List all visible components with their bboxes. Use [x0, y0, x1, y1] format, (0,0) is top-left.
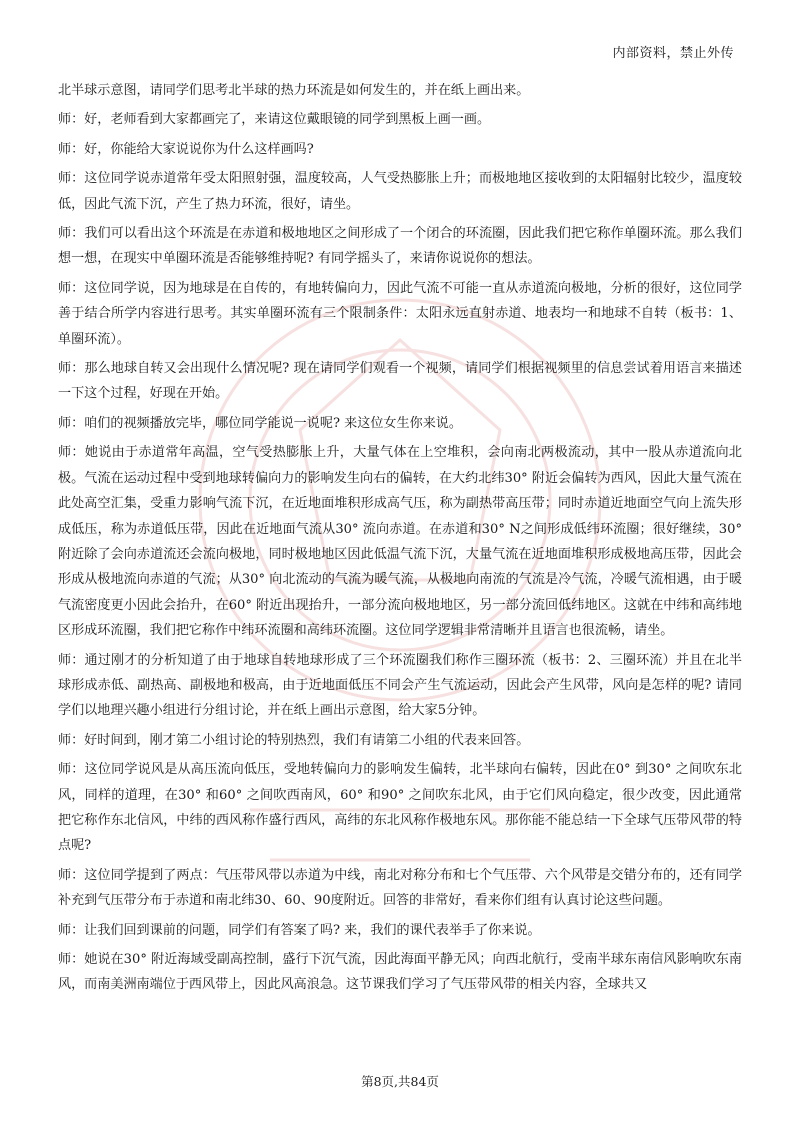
paragraph: 师：她说在30° 附近海域受副高控制，盛行下沉气流，因此海面平静无风；向西北航行，受南半球东南信风影响吹东南风，而南美洲南端位于西风带上，因此风高浪急。这节课我们学习了气压带风带的相关内容，全球共又 [58, 952, 742, 993]
paragraph: 师：她说由于赤道常年高温，空气受热膨胀上升，大量气体在上空堆积，会向南北两极流动，其中一股从赤道流向北极。气流在运动过程中受到地球转偏向力的影响发生向右的偏转，在大约北纬30° 附近会偏转为西风，因此大量气流在此处高空汇集，受重力影响气流下沉，在近地面堆积形成高气压，称为副热带高压带；同时赤道近地面空气向上流失形成低压，称为赤道低压带，因此在近地面气流从30° 流向赤道。在赤道和30° N之间形成低纬环流圈；很好继续，30° 附近除了会向赤道流还会流向极地，同时极地地区因此低温气流下沉，大量气流在近地面堆积形成极地高压带，因此会形成从极地流向赤道的气流；从30° 向北流动的气流为暖气流，从极地向南流的气流是冷气流，冷暖气流相遇，由于暖气流密度更小因此会抬升，在60° 附近出现抬升，一部分流向极地地区，另一部分流回低纬地区。这就在中纬和高纬地区形成环流圈，我们把它称作中纬环流圈和高纬环流圈。这位同学逻辑非常清晰并且语言也很流畅，请坐。 [58, 445, 742, 639]
document-body [58, 78, 742, 1002]
paragraph: 师：我们可以看出这个环流是在赤道和极地地区之间形成了一个闭合的环流圈，因此我们把它称作单圈环流。那么我们想一想，在现实中单圈环流是否能够维持呢? 有同学摇头了，来请你说说你的想法。 [58, 226, 742, 267]
paragraph: 师：好时间到，刚才第二小组讨论的特别热烈，我们有请第二小组的代表来回答。 [58, 732, 530, 748]
paragraph: 师：让我们回到课前的问题，同学们有答案了吗? 来，我们的课代表举手了你来说。 [58, 922, 541, 938]
paragraph: 师：好，老师看到大家都画完了，来请这位戴眼镜的同学到黑板上画一画。 [58, 112, 491, 128]
page-number: 第8页,共84页 [361, 1074, 439, 1089]
paragraph: 师：这位同学说风是从高压流向低压，受地转偏向力的影响发生偏转，北半球向右偏转，因此在0° 到30° 之间吹东北风，同样的道理，在30° 和60° 之间吹西南风，60° 和90° 之间吹东北风，由于它们风向稳定，很少改变，因此通常把它称作东北信风，中纬的西风称作盛行西风，高纬的东北风称作极地东风。那你能不能总结一下全球气压带风带的特点呢? [58, 762, 742, 854]
paragraph: 师：通过刚才的分析知道了由于地球自转地球形成了三个环流圈我们称作三圈环流（板书：2、三圈环流）并且在北半球形成赤低、副热高、副极地和极高，由于近地面低压不同会产生气流运动，因此会产生风带，风向是怎样的呢? 请同学们以地理兴趣小组进行分组讨论，并在纸上画出示意图，给大家5分钟。 [58, 652, 742, 719]
paragraph: 师：好，你能给大家说说你为什么这样画吗? [58, 141, 314, 157]
paragraph: 师：这位同学说，因为地球是在自传的，有地转偏向力，因此气流不可能一直从赤道流向极地，分析的很好，这位同学善于结合所学内容进行思考。其实单圈环流有三个限制条件：太阳永远直射赤道、地表均一和地球不自转（板书：1、单圈环流）。 [58, 280, 742, 347]
paragraph: 师：咱们的视频播放完毕，哪位同学能说一说呢? 来这位女生你来说。 [58, 415, 462, 431]
paragraph: 师：这位同学说赤道常年受太阳照射强，温度较高，人气受热膨胀上升；而极地地区接收到的太阳辐射比较少，温度较低，因此气流下沉，产生了热力环流，很好，请坐。 [58, 171, 742, 212]
paragraph: 北半球示意图，请同学们思考北半球的热力环流是如何发生的，并在纸上画出来。 [58, 83, 530, 98]
paragraph: 师：那么地球自转又会出现什么情况呢? 现在请同学们观看一个视频，请同学们根据视频里的信息尝试着用语言来描述一下这个过程，好现在开始。 [58, 361, 742, 402]
confidential-notice: 内部资料，禁止外传 [612, 46, 734, 61]
paragraph: 师：这位同学提到了两点：气压带风带以赤道为中线，南北对称分布和七个气压带、六个风带是交错分布的，还有同学补充到气压带分布于赤道和南北纬30、60、90度附近。回答的非常好，看来你们组有认真讨论这些问题。 [58, 867, 742, 909]
